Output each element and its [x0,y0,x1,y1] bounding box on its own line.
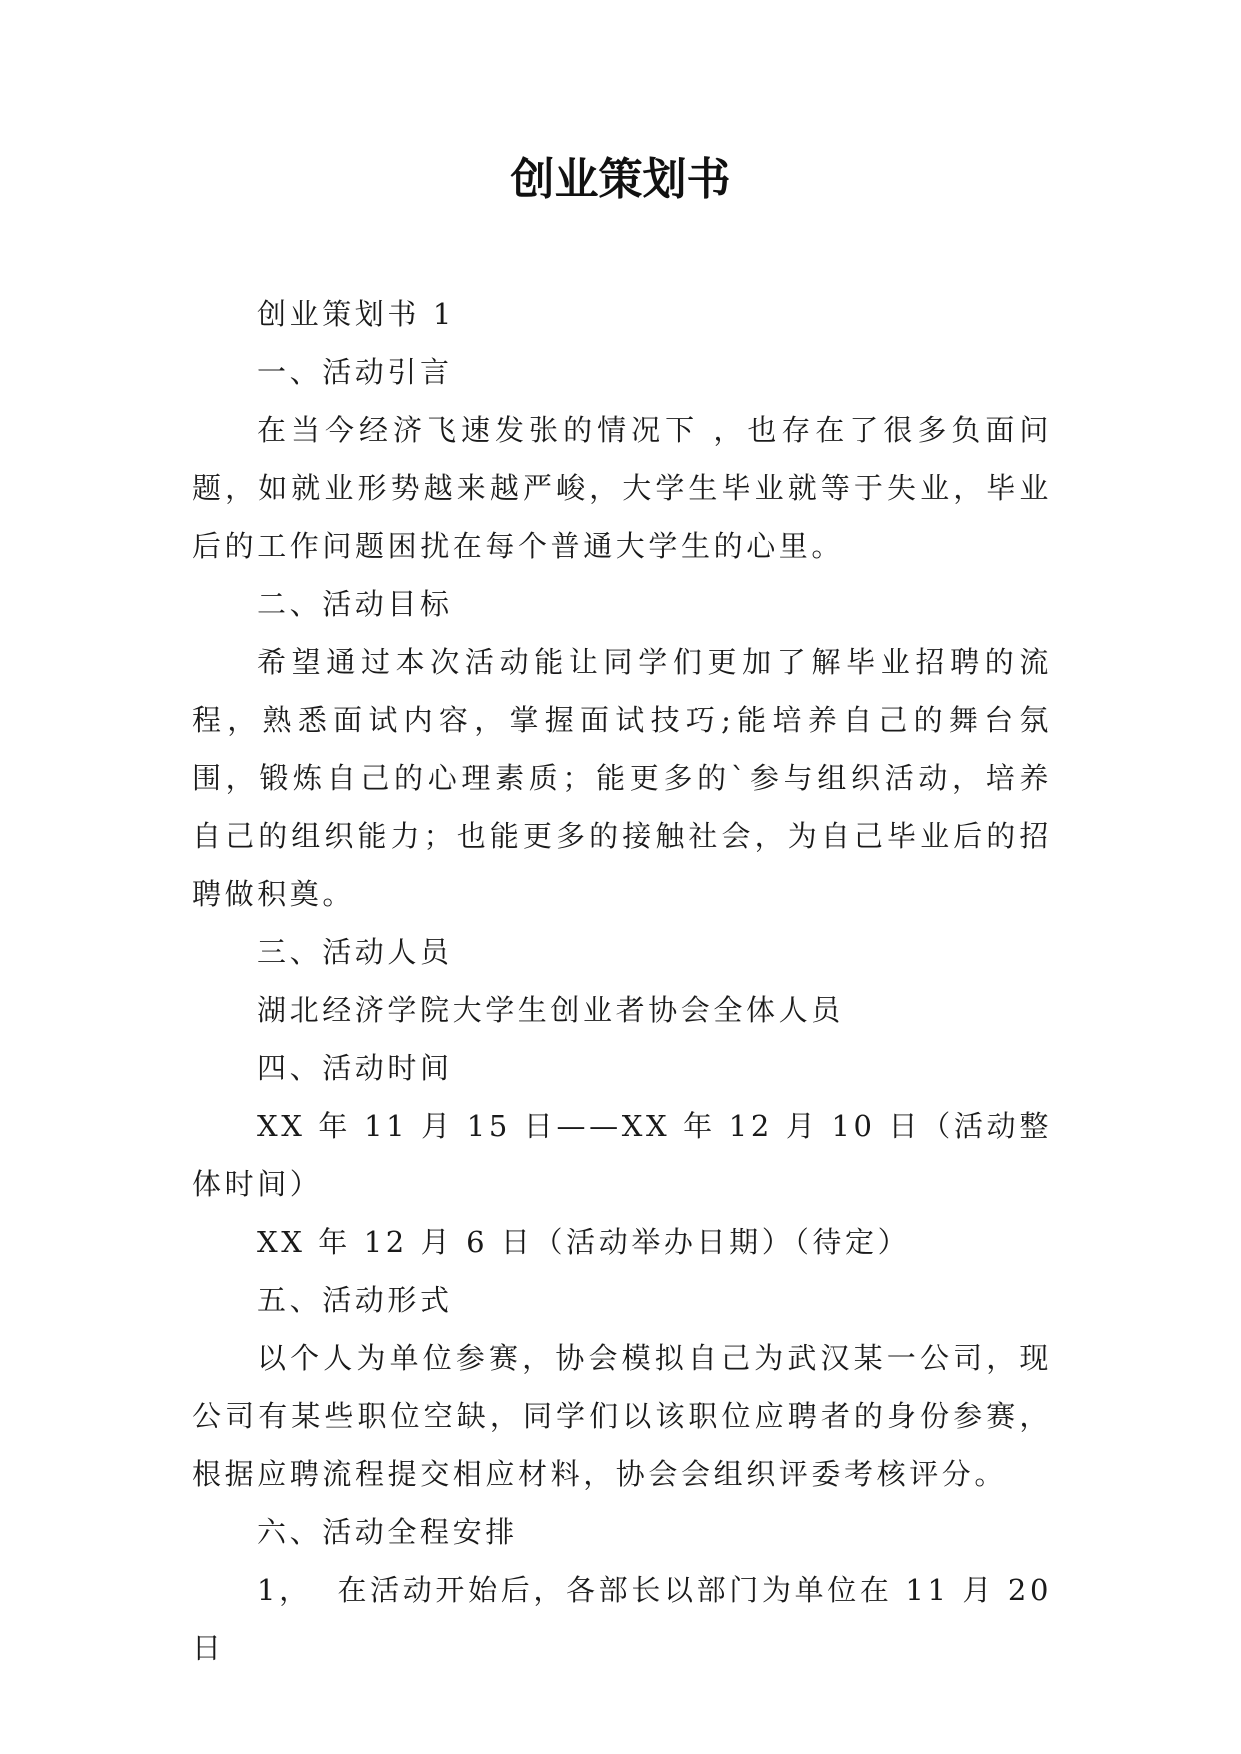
goals-paragraph: 希望通过本次活动能让同学们更加了解毕业招聘的流程，熟悉面试内容，掌握面试技巧;能培养自己的舞台氛围，锻炼自己的心理素质；能更多的`参与组织活动，培养自己的组织能力；也能更多的接触社会，为自己毕业后的招聘做积奠。 [192,645,1052,911]
section-heading-schedule: 六、活动全程安排 [257,1515,518,1549]
people-paragraph: 湖北经济学院大学生创业者协会全体人员 [257,993,844,1027]
document-title: 创业策划书 [510,154,731,205]
schedule-paragraph: 1， 在活动开始后，各部长以部门为单位在 11 月 20 日 [192,1573,1065,1665]
time-paragraph-overall: XX 年 11 月 15 日——XX 年 12 月 10 日（活动整体时间） [192,1109,1052,1201]
subtitle-paragraph: 创业策划书 1 [257,297,455,331]
time-paragraph-event: XX 年 12 月 6 日（活动举办日期）（待定） [257,1225,911,1259]
section-heading-people: 三、活动人员 [257,935,453,969]
section-heading-goals: 二、活动目标 [257,587,453,621]
section-heading-time: 四、活动时间 [257,1051,453,1085]
document-body [192,285,1065,1677]
intro-paragraph: 在当今经济飞速发张的情况下 ，也存在了很多负面问题，如就业形势越来越严峻，大学生毕业就等于失业，毕业后的工作问题困扰在每个普通大学生的心里。 [192,413,1052,563]
section-heading-format: 五、活动形式 [257,1283,453,1317]
section-heading-intro: 一、活动引言 [257,355,453,389]
format-paragraph: 以个人为单位参赛，协会模拟自己为武汉某一公司，现公司有某些职位空缺，同学们以该职位应聘者的身份参赛，根据应聘流程提交相应材料，协会会组织评委考核评分。 [192,1341,1052,1491]
